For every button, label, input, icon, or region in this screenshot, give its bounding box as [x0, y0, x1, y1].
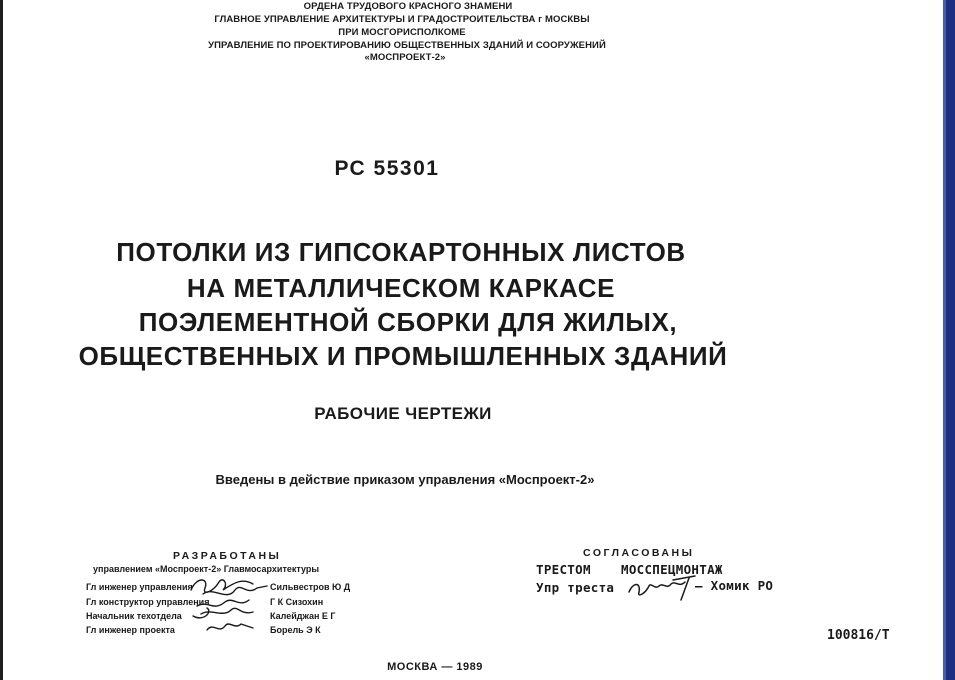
document-page — [3, 0, 943, 680]
header-line-1: ОРДЕНА ТРУДОВОГО КРАСНОГО ЗНАМЕНИ — [303, 1, 513, 12]
city-year: МОСКВА — 1989 — [387, 661, 483, 673]
title-line-4: ОБЩЕСТВЕННЫХ И ПРОМЫШЛЕННЫХ ЗДАНИЙ — [78, 341, 728, 371]
right-border — [946, 0, 955, 680]
role-chief-designer: Гл конструктор управления — [86, 597, 210, 607]
role-tech-head: Начальник техотдела — [86, 611, 182, 621]
subtitle: РАБОЧИЕ ЧЕРТЕЖИ — [314, 404, 492, 423]
role-chief-engineer: Гл инженер управления — [86, 582, 193, 592]
name-borel: Борель Э К — [270, 625, 321, 635]
name-sizokhin: Г К Сизохин — [270, 597, 324, 607]
role-project-engineer: Гл инженер проекта — [86, 625, 175, 635]
developed-heading: РАЗРАБОТАНЫ — [173, 550, 282, 562]
title-line-2: НА МЕТАЛЛИЧЕСКОМ КАРКАСЕ — [186, 273, 616, 303]
inventory-number: 100816/Т — [827, 628, 890, 643]
developed-org: управлением «Моспроект-2» Главмосархитектуры — [93, 564, 320, 574]
header-line-4: УПРАВЛЕНИЕ ПО ПРОЕКТИРОВАНИЮ ОБЩЕСТВЕННЫХ ЗДАНИЙ И СООРУЖЕНИЙ — [208, 40, 606, 51]
manager-signature — [623, 570, 703, 604]
title-line-3: ПОЭЛЕМЕНТНОЙ СБОРКИ ДЛЯ ЖИЛЫХ, — [138, 307, 678, 337]
header-line-3: ПРИ МОСГОРИСПОЛКОМЕ — [338, 27, 466, 38]
enactment-note: Введены в действие приказом управления «Моспроект-2» — [215, 472, 595, 487]
document-code: РС 55301 — [334, 157, 440, 180]
agreed-trust-name: МОССПЕЦМОНТАЖ — [621, 562, 723, 577]
agreed-manager-role: Упр треста — [536, 580, 615, 595]
name-kaleydzhan: Калейджан Е Г — [270, 611, 336, 621]
signature-scribbles — [183, 572, 278, 642]
agreed-heading: СОГЛАСОВАНЫ — [583, 547, 695, 559]
header-line-2: ГЛАВНОЕ УПРАВЛЕНИЕ АРХИТЕКТУРЫ И ГРАДОСТРОИТЕЛЬСТВА г МОСКВЫ — [214, 14, 590, 25]
agreed-manager-name: — Хомик РО — [695, 578, 774, 593]
agreed-trust-prefix: ТРЕСТОМ — [536, 562, 591, 577]
header-line-5: «МОСПРОЕКТ-2» — [364, 52, 446, 63]
title-line-1: ПОТОЛКИ ИЗ ГИПСОКАРТОННЫХ ЛИСТОВ — [116, 237, 686, 267]
name-silvestrov: Сильвестров Ю Д — [270, 582, 351, 592]
